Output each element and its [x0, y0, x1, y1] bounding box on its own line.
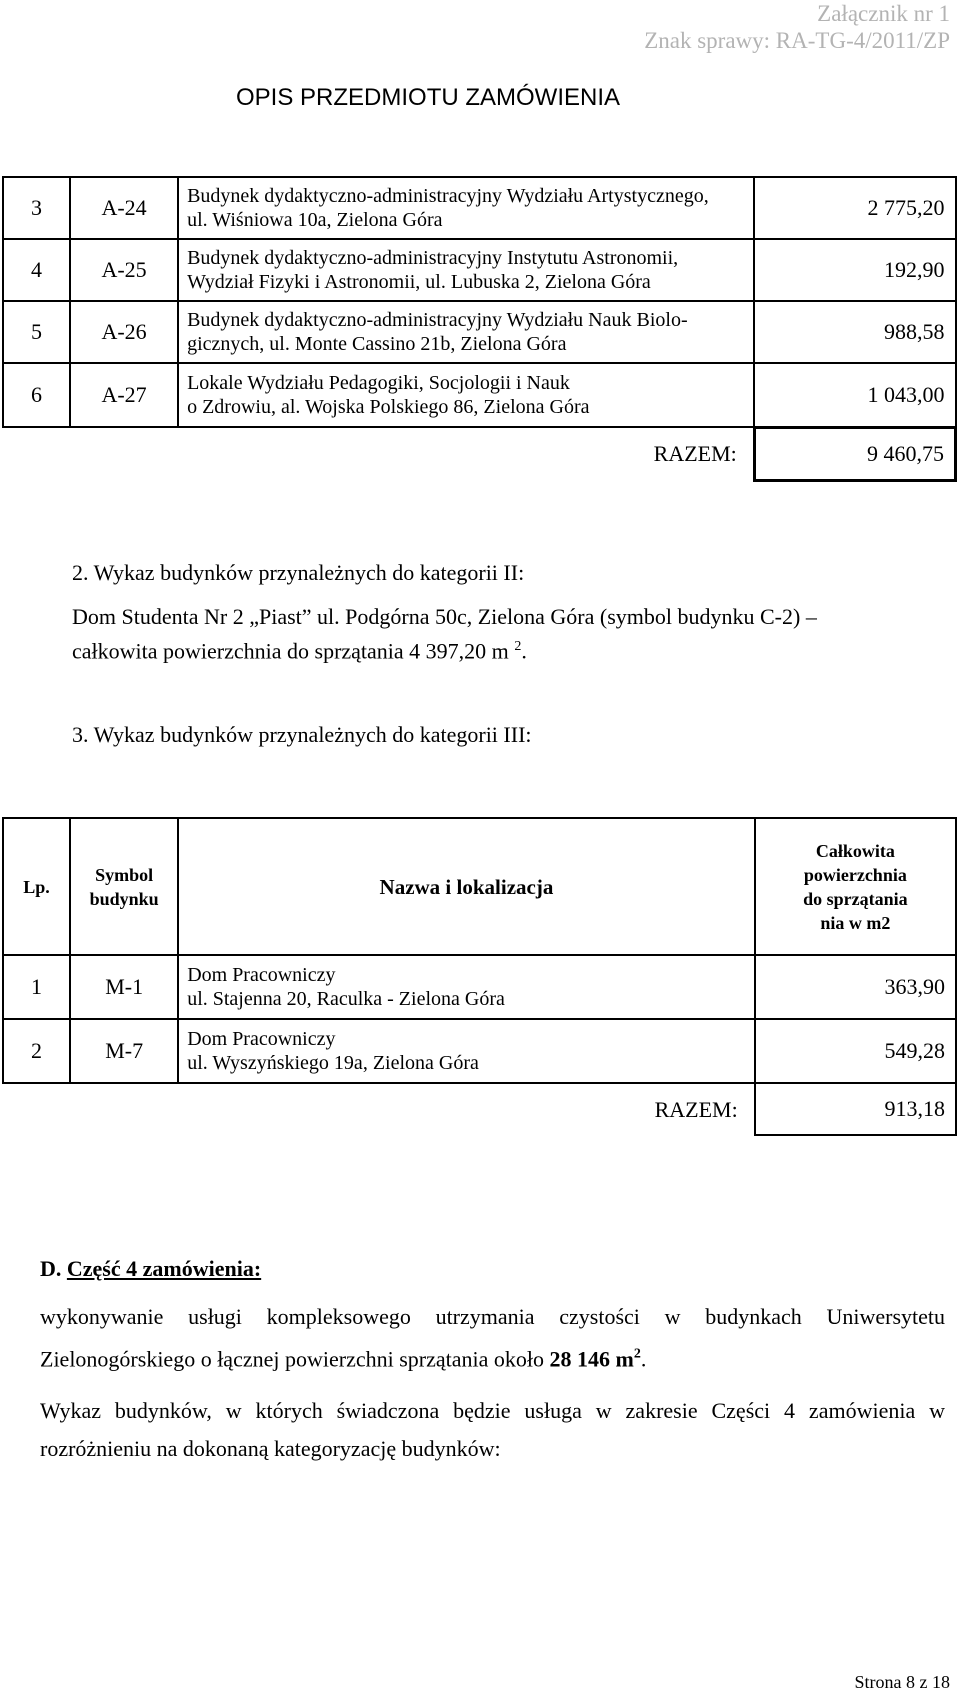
attachment-label: Załącznik nr 1: [817, 1, 950, 26]
header-symbol: [70, 818, 178, 955]
lp-cell: 5: [3, 301, 70, 363]
period: .: [521, 638, 527, 664]
empty-cell: [70, 1083, 178, 1135]
header-area: [755, 818, 956, 955]
section-2-line1: Dom Studenta Nr 2 „Piast” ul. Podgórna 50c, Zielona Góra (symbol budynku C-2) –: [72, 604, 817, 629]
lp-cell: 6: [3, 363, 70, 427]
name-cell: [178, 177, 754, 239]
table-row: [3, 1019, 956, 1083]
name-line: Budynek dydaktyczno-administracyjny Wydziału Nauk Biolo-: [187, 309, 688, 331]
name-line: gicznych, ul. Monte Cassino 21b, Zielona Góra: [187, 333, 567, 355]
total-label: RAZEM:: [653, 441, 737, 466]
area-cell: 988,58: [754, 301, 955, 363]
header-line: Całkowita: [815, 840, 895, 861]
section-3-heading: 3. Wykaz budynków przynależnych do kategorii III:: [72, 722, 532, 747]
name-line: Dom Pracowniczy: [187, 964, 336, 986]
total-row: [3, 1083, 956, 1135]
header-line: budynku: [89, 888, 159, 909]
page-title: OPIS PRZEDMIOTU ZAMÓWIENIA: [236, 84, 621, 111]
name-cell: [178, 955, 755, 1019]
section-2-heading: 2. Wykaz budynków przynależnych do kategorii II:: [72, 560, 525, 585]
header-line: nia w m2: [820, 912, 891, 933]
area-cell: 363,90: [755, 955, 956, 1019]
part-d-letter: D.: [40, 1256, 62, 1281]
empty-cell: [70, 427, 178, 480]
part-d-title: Część 4 zamówienia:: [66, 1256, 262, 1281]
category-iii-table: [2, 817, 957, 1136]
part-d-paragraph-1: [40, 1298, 945, 1378]
total-label: RAZEM:: [654, 1096, 738, 1122]
table-row: [3, 177, 956, 239]
symbol-cell: M-7: [70, 1019, 178, 1083]
area-cell: 1 043,00: [754, 363, 955, 427]
section-2-line2: [72, 632, 527, 666]
part-d-paragraph-2: Wykaz budynków, w których świadczona będzie usługa w zakresie Części 4 zamówienia w rozróżnieniu na dokonaną kategoryzację budynków:: [40, 1398, 945, 1461]
lp-cell: 4: [3, 239, 70, 301]
period: .: [640, 1346, 647, 1372]
lp-cell: 1: [3, 955, 70, 1019]
area-text: całkowita powierzchnia do sprzątania 4 397,20 m: [72, 638, 509, 664]
table-row: [3, 301, 956, 363]
name-line: Budynek dydaktyczno-administracyjny Instytutu Astronomii,: [187, 247, 679, 269]
table-row: [3, 239, 956, 301]
area-cell: 549,28: [755, 1019, 956, 1083]
name-cell: [178, 1019, 755, 1083]
paragraph-text: wykonywanie usługi kompleksowego utrzymania czystości w budynkach Uniwersytetu Zielonogórskiego o łącznej powierzchni sprzątania około: [40, 1304, 945, 1372]
symbol-cell: A-27: [70, 363, 178, 427]
name-line: ul. Wiśniowa 10a, Zielona Góra: [187, 209, 443, 231]
name-line: Budynek dydaktyczno-administracyjny Wydziału Artystycznego,: [187, 185, 709, 207]
header-line: Symbol: [95, 864, 154, 885]
area-cell: 2 775,20: [754, 177, 955, 239]
empty-cell: [3, 427, 70, 480]
empty-cell: [3, 1083, 70, 1135]
header-line: powierzchnia: [803, 864, 907, 885]
symbol-cell: M-1: [70, 955, 178, 1019]
symbol-cell: A-24: [70, 177, 178, 239]
category-i-table: [2, 176, 957, 482]
name-line: o Zdrowiu, al. Wojska Polskiego 86, Zielona Góra: [187, 396, 590, 418]
table-header-row: [3, 818, 956, 955]
symbol-cell: A-26: [70, 301, 178, 363]
name-line: Lokale Wydziału Pedagogiki, Socjologii i Nauk: [187, 372, 570, 394]
total-value: 9 460,75: [754, 427, 955, 480]
name-line: ul. Wyszyńskiego 19a, Zielona Góra: [187, 1052, 479, 1074]
name-line: Dom Pracowniczy: [187, 1028, 336, 1050]
name-cell: [178, 239, 754, 301]
total-value: 913,18: [755, 1083, 956, 1135]
superscript: 2: [633, 1347, 641, 1362]
case-number: Znak sprawy: RA-TG-4/2011/ZP: [644, 28, 950, 53]
lp-cell: 3: [3, 177, 70, 239]
area-cell: 192,90: [754, 239, 955, 301]
part-d-heading: [40, 1256, 261, 1282]
table-row: [3, 955, 956, 1019]
lp-cell: 2: [3, 1019, 70, 1083]
symbol-cell: A-25: [70, 239, 178, 301]
total-row: [3, 427, 956, 480]
name-cell: [178, 301, 754, 363]
header-name: Nazwa i lokalizacja: [178, 818, 755, 955]
page-number: Strona 8 z 18: [854, 1672, 950, 1692]
superscript: 2: [514, 639, 522, 654]
name-line: ul. Stajenna 20, Raculka - Zielona Góra: [187, 988, 505, 1010]
name-cell: [178, 363, 754, 427]
table-row: [3, 363, 956, 427]
header-line: do sprzątania: [803, 888, 908, 909]
area-total: 28 146 m: [549, 1346, 634, 1372]
name-line: Wydział Fizyki i Astronomii, ul. Lubuska 2, Zielona Góra: [187, 271, 651, 293]
header-lp: Lp.: [3, 818, 70, 955]
